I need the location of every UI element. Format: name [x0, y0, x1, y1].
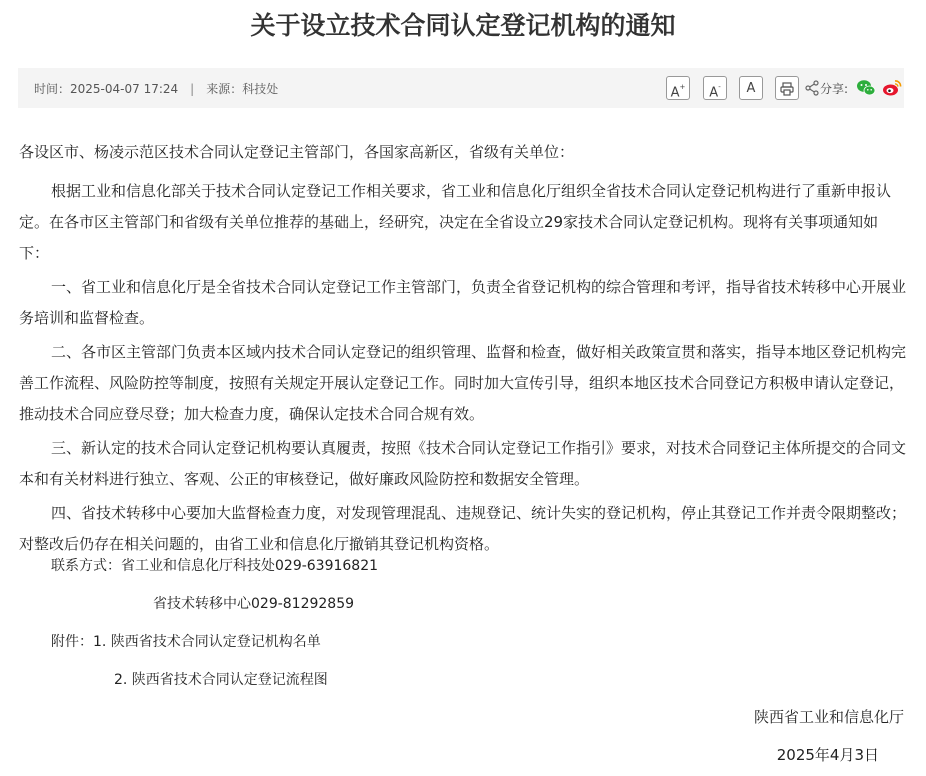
time-label: 时间： [34, 82, 71, 96]
greeting: 各设区市、杨凌示范区技术合同认定登记主管部门，各国家高新区，省级有关单位： [19, 143, 575, 161]
printer-icon [780, 82, 794, 96]
meta-separator: | [190, 82, 195, 96]
article-body [19, 137, 906, 563]
weibo-icon[interactable] [882, 78, 902, 98]
paragraph-5: 四、省技术转移中心要加大监督检查力度，对发现管理混乱、违规登记、统计失实的登记机构，停止其登记工作并责令限期整改；对整改后仍存在相关问题的，由省工业和信息化厅撤销其登记机构资格。 [19, 504, 907, 553]
signature-date: 2025年4月3日 [776, 746, 879, 764]
source-value: 科技处 [242, 82, 279, 96]
paragraph-3: 二、各市区主管部门负责本区域内技术合同认定登记的组织管理、监督和检查，做好相关政策宣贯和落实，指导本地区登记机构完善工作流程、风险防控等制度，按照有关规定开展认定登记工作。同时加大宣传引导，组织本地区技术合同登记方积极申请认定登记，推动技术合同应登尽登；加大检查力度，确保认定技术合同合规有效。 [19, 343, 907, 423]
publish-time: 2025-04-07 17:24 [70, 82, 179, 96]
signature-org: 陕西省工业和信息化厅 [753, 708, 904, 726]
print-button[interactable] [775, 76, 799, 100]
font-default-label: A [746, 81, 756, 96]
share-icon [805, 80, 819, 96]
font-default-button[interactable] [739, 76, 763, 100]
font-increase-button[interactable] [666, 76, 690, 100]
article-meta [34, 80, 278, 97]
font-decrease-button[interactable] [703, 76, 727, 100]
font-decrease-label: A [709, 85, 719, 101]
font-increase-label: A [670, 85, 680, 101]
paragraph-1: 根据工业和信息化部关于技术合同认定登记工作相关要求，省工业和信息化厅组织全省技术合同认定登记机构进行了重新申报认定。在各市区主管部门和省级有关单位推荐的基础上，经研究，决定在全省设立29家技术合同认定登记机构。现将有关事项通知如下： [19, 182, 892, 262]
wechat-icon[interactable] [856, 78, 876, 98]
article-title: 关于设立技术合同认定登记机构的通知 [250, 11, 676, 40]
attachment-1: 附件：1. 陕西省技术合同认定登记机构名单 [51, 634, 321, 650]
paragraph-2: 一、省工业和信息化厅是全省技术合同认定登记工作主管部门，负责全省登记机构的综合管理和考评，指导省技术转移中心开展业务培训和监督检查。 [19, 278, 907, 327]
contact-line-2: 省技术转移中心029-81292859 [153, 596, 355, 612]
attachment-2: 2. 陕西省技术合同认定登记流程图 [114, 672, 328, 688]
source-label: 来源： [206, 82, 243, 96]
paragraph-4: 三、新认定的技术合同认定登记机构要认真履责，按照《技术合同认定登记工作指引》要求，对技术合同登记主体所提交的合同文本和有关材料进行独立、客观、公正的审核登记，做好廉政风险防控和数据安全管理。 [19, 439, 907, 488]
contact-line-1: 联系方式：省工业和信息化厅科技处029-63916821 [51, 558, 379, 574]
minus-icon: - [718, 83, 721, 91]
article-meta-bar [18, 68, 904, 108]
article-toolbar [644, 68, 904, 108]
share-label: 分享: [820, 82, 849, 96]
plus-icon: + [679, 83, 686, 91]
